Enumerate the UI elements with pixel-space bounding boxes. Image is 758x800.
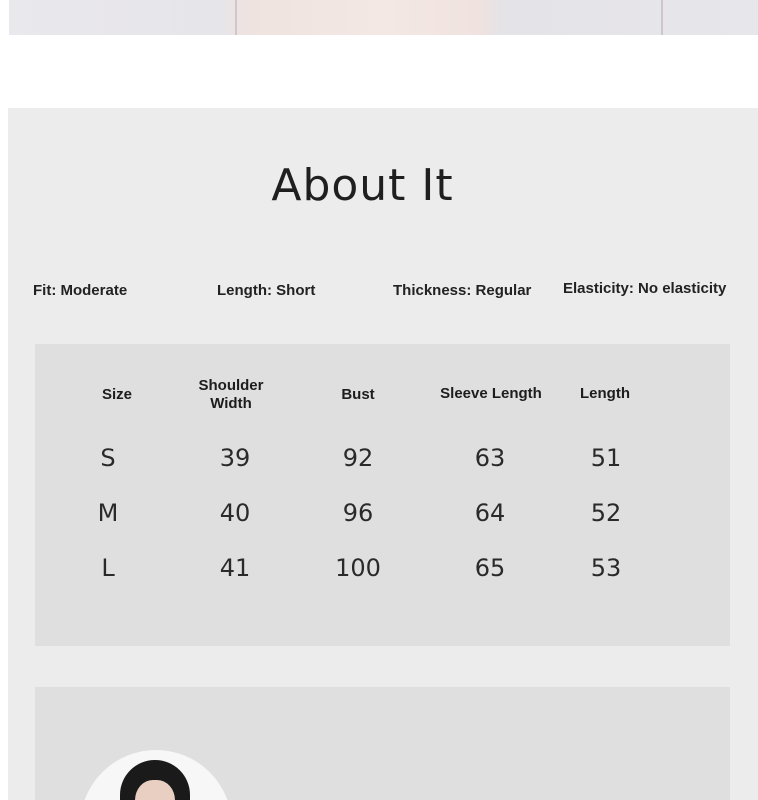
header-shoulder-width: Shoulder Width [198,377,264,412]
cell-size: M [97,499,119,527]
cell-shoulder-width: 39 [219,444,251,472]
cell-shoulder-width: 40 [219,499,251,527]
product-photo-bottom [9,0,758,35]
attribute-fit: Fit: Moderate [33,282,128,299]
page-title: About It [271,160,454,211]
cell-sleeve-length: 63 [474,444,506,472]
attribute-elasticity: Elasticity: No elasticity [563,280,727,297]
header-length: Length [580,385,630,402]
header-bust: Bust [341,386,375,403]
cell-size: L [101,554,115,582]
cell-length: 52 [590,499,622,527]
cell-bust: 100 [335,554,381,582]
header-size: Size [101,386,132,403]
cell-sleeve-length: 64 [474,499,506,527]
model-card [35,687,730,800]
garment-edge-right [661,0,663,35]
header-sleeve-length: Sleeve Length [440,385,542,402]
cell-shoulder-width: 41 [219,554,251,582]
attribute-length: Length: Short [217,282,316,299]
size-chart-table [35,344,730,646]
attribute-thickness: Thickness: Regular [393,282,532,299]
model-avatar [80,750,232,800]
cell-sleeve-length: 65 [474,554,506,582]
cell-bust: 96 [342,499,374,527]
cell-length: 51 [590,444,622,472]
cell-size: S [100,444,116,472]
garment-edge-left [235,0,237,35]
cell-length: 53 [590,554,622,582]
cell-bust: 92 [342,444,374,472]
